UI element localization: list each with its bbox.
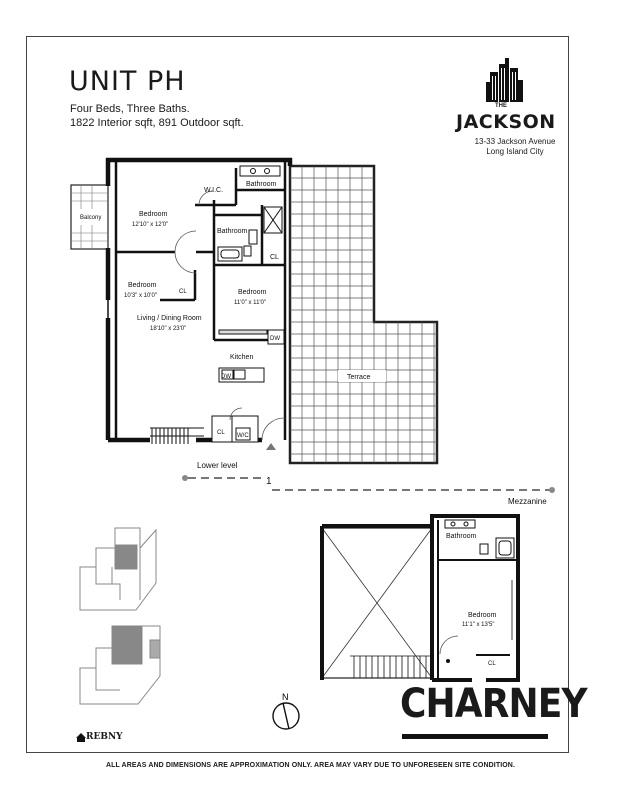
dishwasher-label: DW (270, 336, 280, 342)
terrace-area (290, 166, 437, 463)
bedroom-3-name: Bedroom (238, 289, 267, 296)
building-logo-icon (486, 58, 523, 102)
bedroom-2-name: Bedroom (128, 282, 157, 289)
building-address-line1: 13-33 Jackson Avenue (474, 137, 556, 146)
bedroom-1-dims: 12'10" x 12'0" (132, 222, 169, 228)
wic-label: W.I.C. (204, 187, 224, 194)
charney-brand-logo: CHARNEY (400, 681, 587, 727)
bedroom-1-name: Bedroom (139, 211, 168, 218)
mezzanine-bedroom-dims: 11'1" x 13'5" (462, 622, 495, 628)
mezzanine-bedroom-name: Bedroom (468, 612, 497, 619)
level-marker-number: 1 (266, 476, 272, 487)
entry-arrow-icon (266, 443, 276, 450)
key-plan-upper (80, 626, 160, 704)
balcony-label: Balcony (80, 215, 102, 221)
dishwasher-2-label: DW (221, 374, 231, 380)
bedroom-2-dims: 10'3" x 10'0" (124, 293, 157, 299)
bathroom-2-label: Bathroom (217, 228, 248, 235)
unit-title: UNIT PH (69, 66, 186, 97)
living-dining-name: Living / Dining Room (137, 315, 202, 322)
kitchen-label: Kitchen (230, 354, 254, 361)
unit-square-footage: 1822 Interior sqft, 891 Outdoor sqft. (70, 117, 244, 129)
terrace-label: Terrace (347, 374, 371, 381)
mezzanine-plan (322, 516, 518, 680)
key-plan-lower (80, 528, 156, 610)
bedroom-3-dims: 11'0" x 11'0" (234, 300, 267, 306)
living-dining-dims: 18'10" x 23'0" (150, 326, 187, 332)
building-logo-the: THE (495, 103, 507, 109)
rebny-logo-icon (76, 733, 86, 742)
level-connector (182, 461, 555, 506)
building-address-line2: Long Island City (486, 147, 544, 156)
lower-level-stairs (150, 428, 204, 444)
mezzanine-label: Mezzanine (508, 497, 547, 506)
compass-icon (273, 692, 299, 729)
lower-level-label: Lower level (197, 461, 238, 470)
rebny-logo-text: REBNY (86, 732, 123, 742)
disclaimer-text: ALL AREAS AND DIMENSIONS ARE APPROXIMATION ONLY. AREA MAY VARY DUE TO UNFORESEEN SITE CONDITION. (105, 762, 516, 769)
bathroom-1-label: Bathroom (246, 181, 277, 188)
building-name: JACKSON (456, 111, 556, 133)
lower-level-plan (71, 160, 437, 463)
wc-label: W/C (237, 433, 249, 439)
mezzanine-closet-label: CL (488, 661, 496, 667)
compass-north-label: N (282, 692, 289, 702)
closet-1-label: CL (270, 254, 279, 261)
charney-brand-underline (402, 734, 548, 739)
mezzanine-bathroom-label: Bathroom (446, 533, 477, 540)
closet-3-label: CL (217, 430, 225, 436)
unit-beds-baths: Four Beds, Three Baths. (70, 103, 190, 115)
closet-2-label: CL (179, 289, 187, 295)
